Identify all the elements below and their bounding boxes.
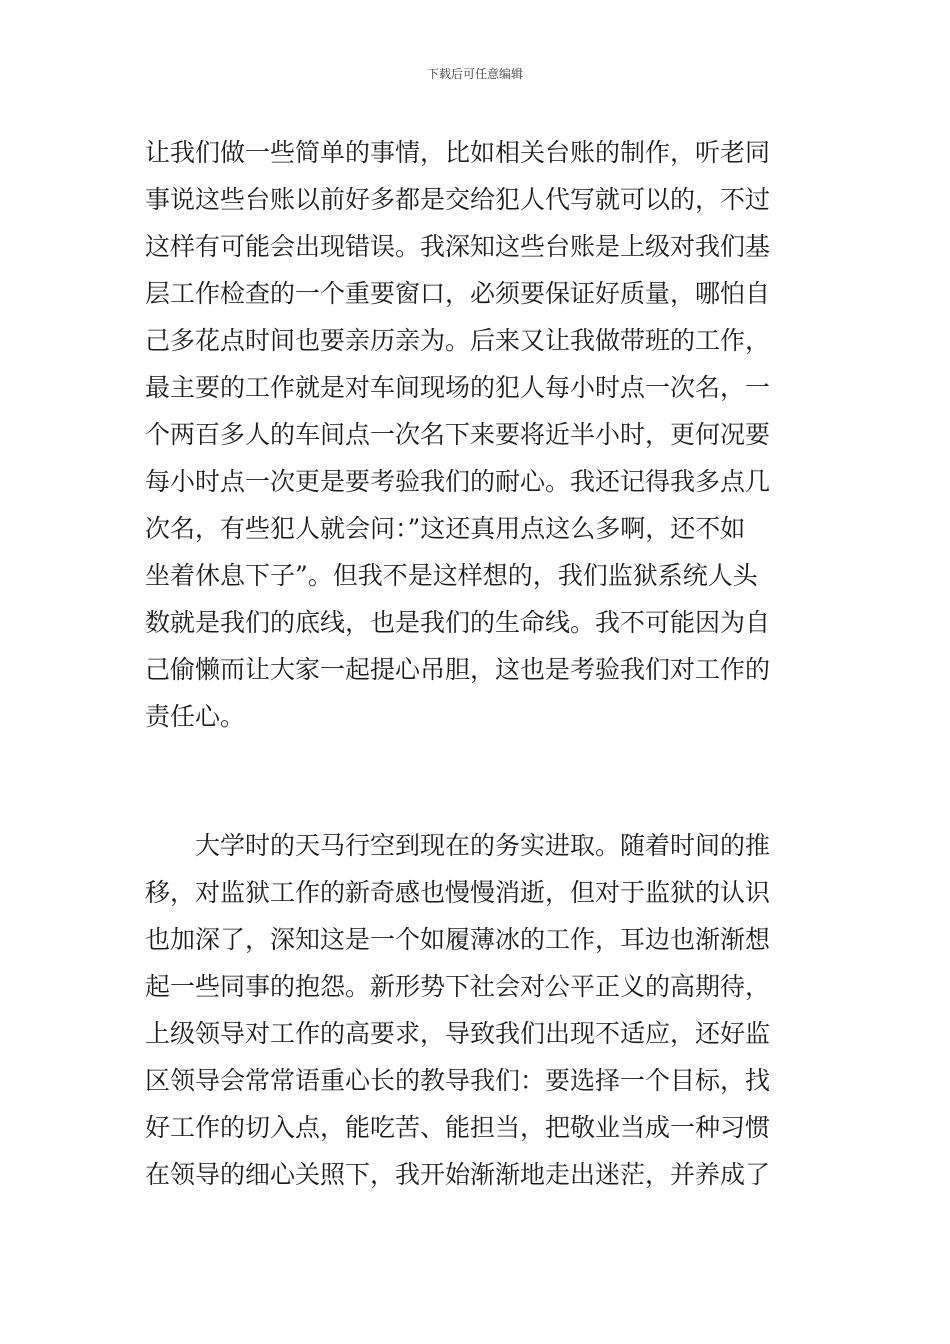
text-line: 层工作检查的一个重要窗口，必须要保证好质量，哪怕自 (145, 279, 771, 308)
text-line: 在领导的细心关照下，我开始渐渐地走出迷茫，并养成了 (145, 1160, 771, 1189)
text-line: 起一些同事的抱怨。新形势下社会对公平正义的高期待， (145, 972, 771, 1001)
text-line: 大学时的天马行空到现在的务实进取。随着时间的推 (145, 831, 771, 860)
text-line: 己多花点时间也要亲历亲为。后来又让我做带班的工作， (145, 326, 771, 355)
text-line: 事说这些台账以前好多都是交给犯人代写就可以的，不过 (145, 185, 771, 214)
text-line: 让我们做一些简单的事情，比如相关台账的制作，听老同 (145, 138, 771, 167)
text-line: 责任心。 (145, 702, 246, 731)
page-header: 下载后可任意编辑 (426, 67, 523, 81)
text-line: 也加深了，深知这是一个如履薄冰的工作，耳边也渐渐想 (145, 925, 771, 954)
text-line: 好工作的切入点，能吃苦、能担当，把敬业当成一种习惯 (145, 1113, 771, 1142)
text-line: 坐着休息下子”。但我不是这样想的，我们监狱系统人头 (145, 561, 758, 590)
paragraph-2 (145, 822, 815, 1198)
text-line: 这样有可能会出现错误。我深知这些台账是上级对我们基 (145, 232, 771, 261)
paragraph-1 (145, 129, 815, 740)
text-line: 次名，有些犯人就会问：”这还真用点这么多啊，还不如 (145, 514, 746, 543)
text-line: 移，对监狱工作的新奇感也慢慢消逝，但对于监狱的认识 (145, 878, 771, 907)
text-line: 己偷懒而让大家一起提心吊胆，这也是考验我们对工作的 (145, 655, 771, 684)
text-line: 个两百多人的车间点一次名下来要将近半小时，更何况要 (145, 420, 771, 449)
text-line: 每小时点一次更是要考验我们的耐心。我还记得我多点几 (145, 467, 771, 496)
text-line: 区领导会常常语重心长的教导我们：要选择一个目标，找 (145, 1066, 771, 1095)
text-line: 上级领导对工作的高要求，导致我们出现不适应，还好监 (145, 1019, 771, 1048)
text-line: 最主要的工作就是对车间现场的犯人每小时点一次名，一 (145, 373, 771, 402)
text-line: 数就是我们的底线，也是我们的生命线。我不可能因为自 (145, 608, 771, 637)
